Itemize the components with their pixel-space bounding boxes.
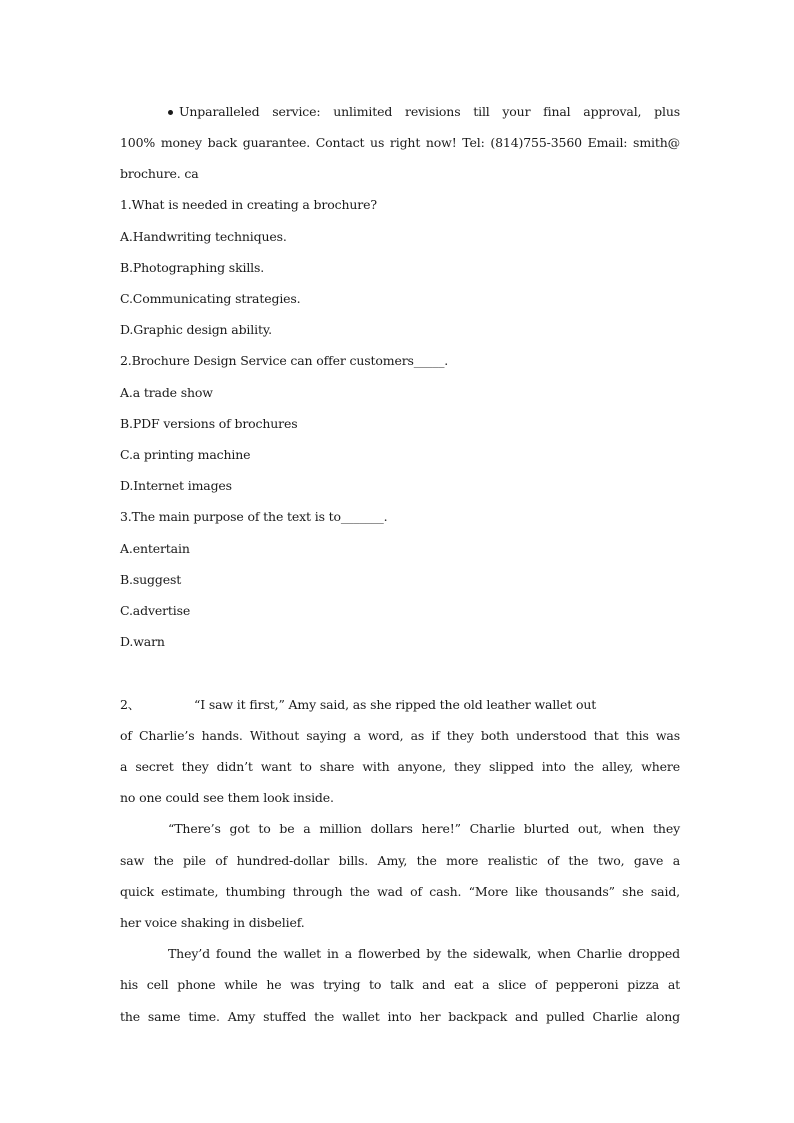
passage1-line: Unparalleled service: unlimited revisions till your final approval, plus <box>168 103 680 121</box>
answer-option: B.suggest <box>120 572 182 587</box>
bullet-icon <box>168 110 173 115</box>
answer-option: D.warn <box>120 634 165 649</box>
passage2-line: a secret they didn’t want to share with anyone, they slipped into the alley, where <box>120 759 680 774</box>
passage-number: 2、 <box>120 697 141 712</box>
passage1-line: brochure. ca <box>120 166 199 181</box>
question-stem: 1.What is needed in creating a brochure? <box>120 197 377 212</box>
passage2-line: quick estimate, thumbing through the wad of cash. “More like thousands” she said, <box>120 884 680 899</box>
passage2-line: They’d found the wallet in a flowerbed by the sidewalk, when Charlie dropped <box>168 946 680 961</box>
passage1-line: 100% money back guarantee. Contact us right now! Tel: (814)755-3560 Email: smith@ <box>120 135 680 150</box>
passage2-line: his cell phone while he was trying to talk and eat a slice of pepperoni pizza at <box>120 977 680 992</box>
passage2-line: no one could see them look inside. <box>120 790 334 805</box>
answer-option: A.Handwriting techniques. <box>120 229 287 244</box>
passage2-line: saw the pile of hundred-dollar bills. Amy, the more realistic of the two, gave a <box>120 853 680 868</box>
passage2-first-line: 2、 “I saw it first,” Amy said, as she ripped the old leather wallet out <box>120 697 597 712</box>
passage2-line: of Charlie’s hands. Without saying a word, as if they both understood that this was <box>120 728 680 743</box>
answer-option: D.Graphic design ability. <box>120 322 272 337</box>
answer-option: A.a trade show <box>120 385 213 400</box>
question-stem: 3.The main purpose of the text is to_______. <box>120 509 388 524</box>
answer-option: C.a printing machine <box>120 447 251 462</box>
passage2-line: her voice shaking in disbelief. <box>120 915 305 930</box>
answer-option: B.PDF versions of brochures <box>120 416 298 431</box>
answer-option: D.Internet images <box>120 478 232 493</box>
answer-option: C.advertise <box>120 603 191 618</box>
passage2-line: “There’s got to be a million dollars here!” Charlie blurted out, when they <box>168 821 680 836</box>
question-stem: 2.Brochure Design Service can offer customers_____. <box>120 353 449 368</box>
answer-option: A.entertain <box>120 541 190 556</box>
passage2-line: the same time. Amy stuffed the wallet into her backpack and pulled Charlie along <box>120 1009 680 1024</box>
answer-option: B.Photographing skills. <box>120 260 265 275</box>
answer-option: C.Communicating strategies. <box>120 291 301 306</box>
